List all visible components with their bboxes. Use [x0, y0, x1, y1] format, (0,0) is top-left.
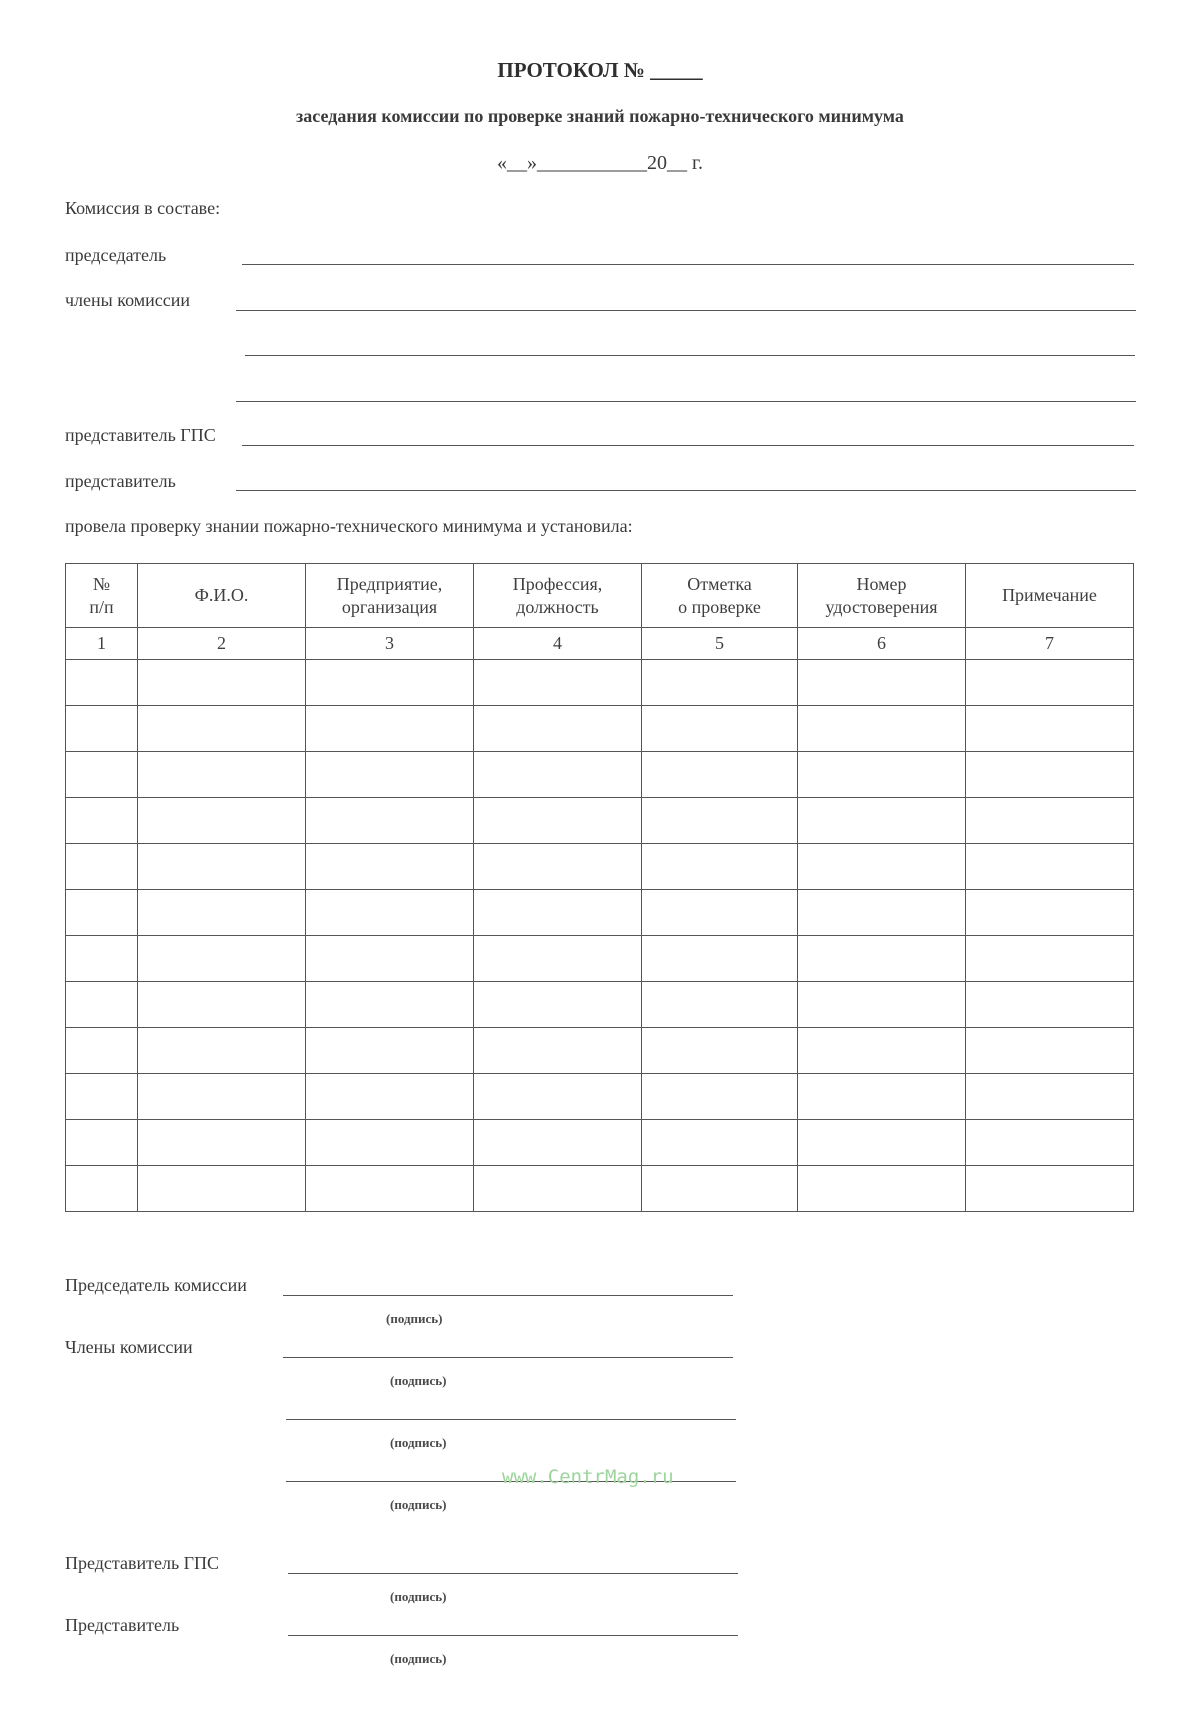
table-cell[interactable] — [642, 752, 798, 798]
protocol-title: ПРОТОКОЛ № _____ — [497, 58, 703, 82]
table-row — [66, 890, 1134, 936]
table-row — [66, 982, 1134, 1028]
table-cell[interactable] — [798, 1120, 966, 1166]
table-cell[interactable] — [306, 1074, 474, 1120]
watermark-text: www.CentrMag.ru — [502, 1466, 674, 1488]
members-label: члены комиссии — [65, 290, 191, 310]
sig-gps-rep-label: Представитель ГПС — [65, 1553, 220, 1573]
column-number: 4 — [474, 628, 642, 660]
table-cell[interactable] — [306, 982, 474, 1028]
table-cell[interactable] — [798, 844, 966, 890]
conclusion-text: провела проверку знании пожарно-технического минимума и установила: — [65, 516, 633, 536]
table-cell[interactable] — [138, 844, 306, 890]
table-cell[interactable] — [474, 1120, 642, 1166]
table-cell[interactable] — [798, 752, 966, 798]
chairman-line[interactable] — [242, 264, 1134, 265]
column-number: 2 — [138, 628, 306, 660]
table-cell[interactable] — [306, 1120, 474, 1166]
table-cell[interactable] — [966, 798, 1134, 844]
column-number-row — [66, 628, 1134, 660]
table-cell[interactable] — [138, 798, 306, 844]
table-cell[interactable] — [642, 706, 798, 752]
table-cell[interactable] — [474, 1074, 642, 1120]
table-cell[interactable] — [306, 706, 474, 752]
sig-caption: (подпись) — [390, 1373, 447, 1388]
table-cell[interactable] — [306, 844, 474, 890]
table-cell[interactable] — [66, 1028, 138, 1074]
table-row — [66, 1166, 1134, 1212]
results-table — [65, 563, 1134, 1212]
table-row — [66, 1120, 1134, 1166]
sig-caption: (подпись) — [390, 1435, 447, 1450]
table-cell[interactable] — [474, 890, 642, 936]
table-cell[interactable] — [642, 1074, 798, 1120]
table-cell[interactable] — [966, 1166, 1134, 1212]
protocol-subtitle: заседания комиссии по проверке знаний пожарно-технического минимума — [296, 106, 904, 126]
table-cell[interactable] — [306, 752, 474, 798]
table-cell[interactable] — [798, 1074, 966, 1120]
table-cell[interactable] — [66, 982, 138, 1028]
table-cell[interactable] — [798, 982, 966, 1028]
table-cell[interactable] — [642, 798, 798, 844]
table-cell[interactable] — [642, 982, 798, 1028]
col-header-name: Ф.И.О. — [138, 564, 306, 628]
table-row — [66, 844, 1134, 890]
table-cell[interactable] — [966, 752, 1134, 798]
rep-line[interactable] — [236, 490, 1136, 491]
table-cell[interactable] — [798, 936, 966, 982]
sig-caption: (подпись) — [386, 1311, 443, 1326]
table-cell[interactable] — [306, 1166, 474, 1212]
table-row — [66, 936, 1134, 982]
column-number: 3 — [306, 628, 474, 660]
table-cell[interactable] — [474, 936, 642, 982]
sig-chairman-line[interactable] — [283, 1295, 733, 1296]
table-cell[interactable] — [642, 936, 798, 982]
table-cell[interactable] — [66, 660, 138, 706]
table-cell[interactable] — [66, 1074, 138, 1120]
gps-rep-label: представитель ГПС — [65, 425, 216, 445]
col-header-organization: Предприятие, организация — [306, 564, 474, 628]
table-cell[interactable] — [474, 798, 642, 844]
table-header-row — [66, 564, 1134, 628]
table-cell[interactable] — [966, 936, 1134, 982]
table-cell[interactable] — [306, 936, 474, 982]
table-cell[interactable] — [66, 1166, 138, 1212]
member-line-1[interactable] — [236, 310, 1136, 311]
table-row — [66, 752, 1134, 798]
table-cell[interactable] — [474, 982, 642, 1028]
table-cell[interactable] — [474, 1166, 642, 1212]
table-cell[interactable] — [474, 844, 642, 890]
table-cell[interactable] — [138, 936, 306, 982]
table-cell[interactable] — [474, 660, 642, 706]
table-cell[interactable] — [798, 706, 966, 752]
table-cell[interactable] — [474, 1028, 642, 1074]
table-cell[interactable] — [966, 1120, 1134, 1166]
sig-members-label: Члены комиссии — [65, 1337, 193, 1357]
table-cell[interactable] — [138, 706, 306, 752]
table-cell[interactable] — [798, 1028, 966, 1074]
table-row — [66, 660, 1134, 706]
table-cell[interactable] — [642, 1120, 798, 1166]
table-cell[interactable] — [966, 982, 1134, 1028]
table-cell[interactable] — [138, 1120, 306, 1166]
column-number: 5 — [642, 628, 798, 660]
table-cell[interactable] — [306, 1028, 474, 1074]
table-cell[interactable] — [306, 890, 474, 936]
table-cell[interactable] — [138, 1074, 306, 1120]
table-cell[interactable] — [642, 890, 798, 936]
column-number: 6 — [798, 628, 966, 660]
table-cell[interactable] — [798, 1166, 966, 1212]
table-row — [66, 1028, 1134, 1074]
sig-caption: (подпись) — [390, 1589, 447, 1604]
table-cell[interactable] — [306, 660, 474, 706]
table-cell[interactable] — [138, 1028, 306, 1074]
table-row — [66, 706, 1134, 752]
table-cell[interactable] — [798, 660, 966, 706]
table-cell[interactable] — [66, 936, 138, 982]
member-line-3[interactable] — [236, 401, 1136, 402]
sig-chairman-label: Председатель комиссии — [65, 1275, 247, 1295]
sig-rep-label: Представитель — [65, 1615, 180, 1635]
table-cell[interactable] — [138, 752, 306, 798]
table-cell[interactable] — [138, 1166, 306, 1212]
table-cell[interactable] — [66, 706, 138, 752]
table-cell[interactable] — [138, 982, 306, 1028]
table-cell[interactable] — [642, 660, 798, 706]
table-cell[interactable] — [66, 752, 138, 798]
table-cell[interactable] — [966, 844, 1134, 890]
table-cell[interactable] — [66, 798, 138, 844]
table-cell[interactable] — [966, 890, 1134, 936]
table-cell[interactable] — [66, 1120, 138, 1166]
sig-caption: (подпись) — [390, 1651, 447, 1666]
table-cell[interactable] — [66, 844, 138, 890]
sig-member-line-1[interactable] — [283, 1357, 733, 1358]
col-header-note: Примечание — [966, 564, 1134, 628]
table-cell[interactable] — [642, 1028, 798, 1074]
table-cell[interactable] — [138, 890, 306, 936]
column-number: 1 — [66, 628, 138, 660]
table-cell[interactable] — [798, 890, 966, 936]
table-cell[interactable] — [966, 1074, 1134, 1120]
table-cell[interactable] — [966, 660, 1134, 706]
col-header-number: № п/п — [66, 564, 138, 628]
table-cell[interactable] — [798, 798, 966, 844]
table-cell[interactable] — [474, 752, 642, 798]
col-header-profession: Профессия, должность — [474, 564, 642, 628]
sig-caption: (подпись) — [390, 1497, 447, 1512]
col-header-certificate: Номер удостоверения — [798, 564, 966, 628]
gps-rep-line[interactable] — [242, 445, 1134, 446]
table-cell[interactable] — [642, 844, 798, 890]
commission-intro: Комиссия в составе: — [65, 198, 221, 218]
table-row — [66, 1074, 1134, 1120]
sig-gps-rep-line[interactable] — [288, 1573, 738, 1574]
sig-member-line-2[interactable] — [286, 1419, 736, 1420]
col-header-check-mark: Отметка о проверке — [642, 564, 798, 628]
table-cell[interactable] — [306, 798, 474, 844]
member-line-2[interactable] — [245, 355, 1135, 356]
table-cell[interactable] — [966, 706, 1134, 752]
column-number: 7 — [966, 628, 1134, 660]
table-row — [66, 798, 1134, 844]
table-cell[interactable] — [474, 706, 642, 752]
sig-rep-line[interactable] — [288, 1635, 738, 1636]
table-cell[interactable] — [642, 1166, 798, 1212]
protocol-date: «__»___________20__ г. — [497, 152, 703, 174]
table-cell[interactable] — [66, 890, 138, 936]
chairman-label: председатель — [65, 245, 167, 265]
table-cell[interactable] — [966, 1028, 1134, 1074]
table-cell[interactable] — [138, 660, 306, 706]
rep-label: представитель — [65, 471, 176, 491]
